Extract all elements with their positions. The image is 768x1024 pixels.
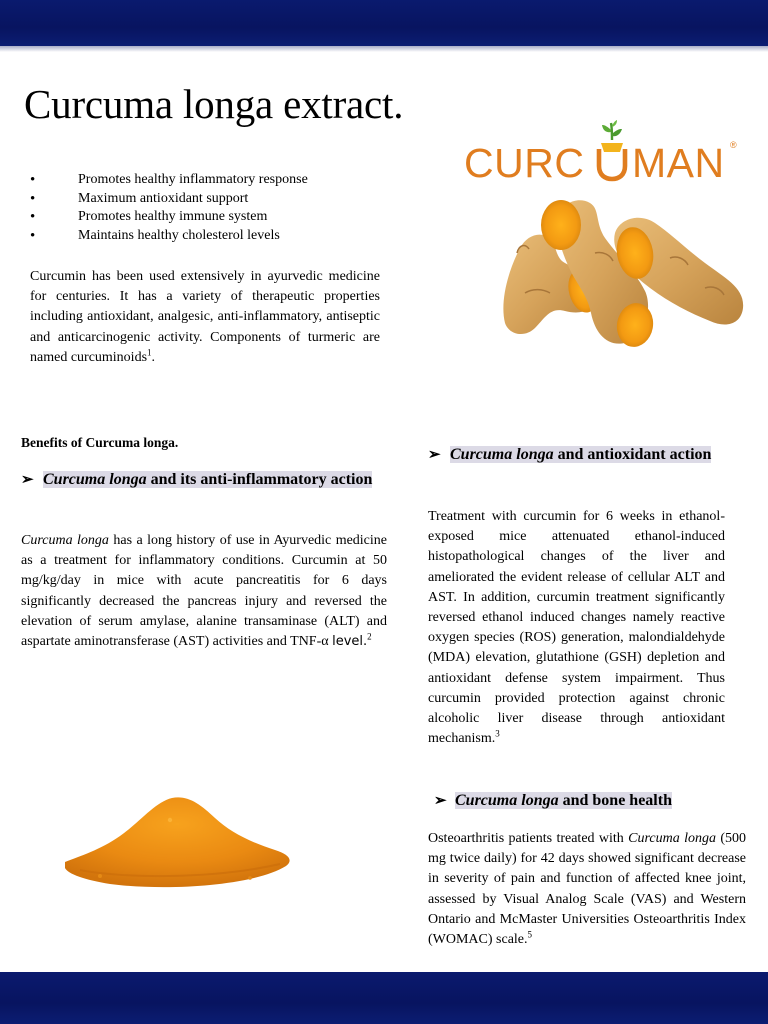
anti-inflammatory-paragraph xyxy=(21,531,387,652)
logo-text-start: CURC xyxy=(464,140,585,186)
heading-italic: Curcuma longa xyxy=(455,792,559,809)
body-italic: Curcuma longa xyxy=(628,831,716,846)
top-banner xyxy=(0,0,768,46)
turmeric-powder-image xyxy=(60,790,295,900)
body-text: Osteoarthritis patients treated with xyxy=(428,831,629,846)
page-title: Curcuma longa extract. xyxy=(24,81,404,127)
heading-text: and antioxidant action xyxy=(553,446,712,463)
intro-end: . xyxy=(151,349,156,365)
registered-mark: ® xyxy=(730,140,737,150)
bullet-item: • Promotes healthy inflammatory response xyxy=(30,171,308,190)
anti-inflammatory-heading xyxy=(21,468,387,492)
benefits-heading: Benefits of Curcuma longa. xyxy=(21,435,179,450)
benefit-bullet-list xyxy=(30,171,308,245)
bone-health-ref: 5 xyxy=(527,929,533,940)
bottom-banner xyxy=(0,972,768,1024)
heading-italic: Curcuma longa xyxy=(43,471,147,488)
anti-inflammatory-ref: 2 xyxy=(367,631,372,642)
body-level: level. xyxy=(332,634,368,650)
logo-text-end: MAN xyxy=(632,140,725,186)
intro-paragraph xyxy=(30,267,380,368)
sprout-icon xyxy=(602,120,622,140)
heading-text: and its anti-inflammatory action xyxy=(146,471,373,488)
antioxidant-ref: 3 xyxy=(495,728,500,739)
body-text: (500 mg twice daily) for 42 days showed significant decrease in severity of pain and function of affected knee joint, assessed by Visual Analog Scale (VAS) and Western Ontario and McMaster Universities Osteoarthritis Index (WOMAC) scale. xyxy=(428,831,746,948)
arrow-bullet-icon: ➢ xyxy=(428,447,441,463)
body-italic: Curcuma longa xyxy=(21,533,109,548)
logo-u-letter xyxy=(599,149,625,179)
curcuman-logo xyxy=(462,120,747,190)
body-text: Treatment with curcumin for 6 weeks in ethanol-exposed mice attenuated ethanol-induced histopathological changes of the liver and ameliorated the evident release of cellular ALT and AST. In addition, curcumin treatment significantly reversed ethanol induced changes namely reactive oxygen species (ROS) generation, malondialdehyde (MDA) elevation, glutathione (GSH) depletion and antioxidant defense system impairment. Thus curcumin provided protection against chronic alcoholic liver disease through antioxidant mechanism. xyxy=(428,509,725,747)
heading-italic: Curcuma longa xyxy=(450,446,554,463)
antioxidant-heading xyxy=(428,443,726,467)
bullet-item: • Maintains healthy cholesterol levels xyxy=(30,227,308,246)
intro-ref: 1 xyxy=(147,347,152,358)
body-text: has a long history of use in Ayurvedic medicine as a treatment for inflammatory conditions. Curcumin at 50 mg/kg/day in mice with acute pancreatitis for 6 days significantly decreased the pancreas injury and reversed the elevation of serum amylase, alanine transaminase (ALT) and aspartate aminotransferase (AST) activities and TNF-α xyxy=(21,533,388,650)
arrow-bullet-icon: ➢ xyxy=(21,472,34,488)
arrow-bullet-icon: ➢ xyxy=(434,793,447,809)
bone-health-heading xyxy=(434,789,734,813)
turmeric-root-image xyxy=(495,193,750,353)
heading-text: and bone health xyxy=(558,792,672,809)
cup-icon xyxy=(601,143,623,152)
bone-health-paragraph xyxy=(428,829,746,950)
bullet-item: • Promotes healthy immune system xyxy=(30,208,308,227)
antioxidant-paragraph xyxy=(428,507,725,749)
intro-text: Curcumin has been used extensively in ayurvedic medicine for centuries. It has a variety of therapeutic properties including antioxidant, analgesic, anti-inflammatory, antiseptic and anticarcinogenic activity. Components of turmeric are named curcuminoids xyxy=(30,269,380,365)
bullet-item: • Maximum antioxidant support xyxy=(30,190,308,209)
